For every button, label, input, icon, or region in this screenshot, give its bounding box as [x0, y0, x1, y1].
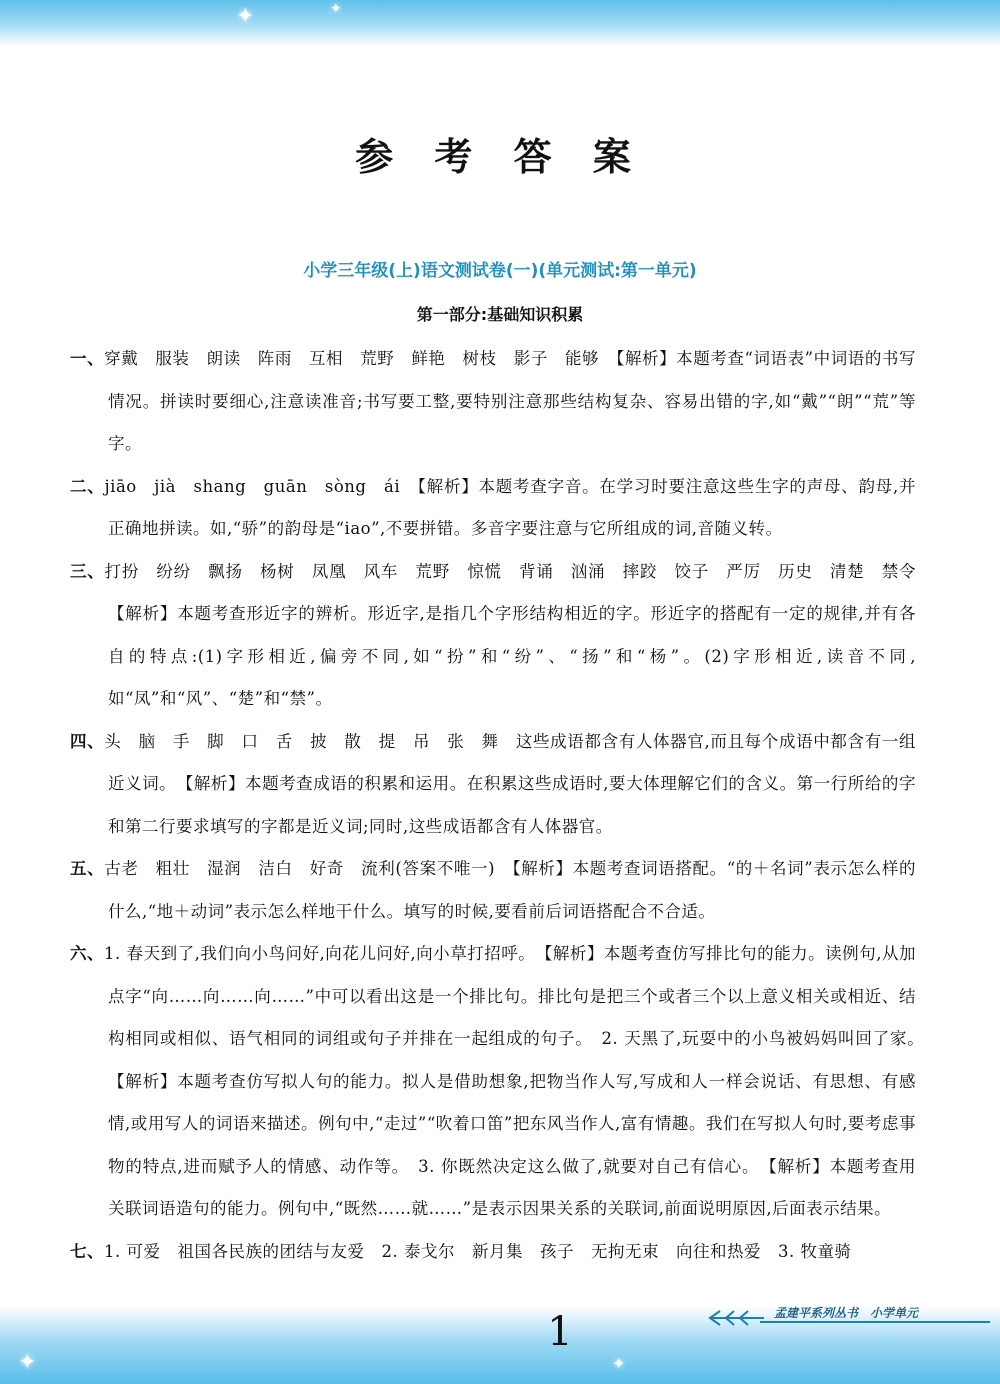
- footer-rule: [760, 1321, 990, 1323]
- item-label: 五、: [70, 859, 105, 878]
- item-text: 1. 春天到了,我们向小鸟问好,向花儿问好,向小草打招呼。 【解析】本题考查仿写排比句的能力。读例句,从加点字“向……向……向……”中可以看出这是一个排比句。排比句是把三个或者三个以上意义相关或相近、结构相同或相似、语气相同的词组或句子并排在一起组成的句子。 2. 天黑了,玩耍中的小鸟被妈妈叫回了家。 【解析】本题考查仿写拟人句的能力。拟人是借助想象,把物当作人写,写成和人一样会说话、有思想、有感情,或用写人的词语来描述。例句中,“走过”“吹着口笛”把东风当作人,富有情趣。我们在写拟人句时,要考虑事物的特点,进而赋予人的情感、动作等。 3. 你既然决定这么做了,就要对自己有信心。 【解析】本题考查用关联词语造句的能力。例句中,“既然……就……”是表示因果关系的关联词,前面说明原因,后面表示结果。: [104, 944, 933, 1218]
- item-text: 穿戴 服装 朗读 阵雨 互相 荒野 鲜艳 树枝 影子 能够 【解析】本题考查“词语表”中词语的书写情况。拼读时要细心,注意读准音;书写要工整,要特别注意那些结构复杂、容易出错的字,如“戴”“朗”“荒”等字。: [104, 349, 917, 453]
- answer-item-1: [70, 338, 917, 466]
- item-text: 打扮 纷纷 飘扬 杨树 凤凰 风车 荒野 惊慌 背诵 汹涌 摔跤 饺子 严厉 历史 清楚 禁令 【解析】本题考查形近字的辨析。形近字,是指几个字形结构相近的字。形近字的搭配有一定的规律,并有各自的特点:(1)字形相近,偏旁不同,如“扮”和“纷”、“扬”和“杨”。(2)字形相近,读音不同,如“凤”和“风”、“楚”和“禁”。: [104, 561, 934, 708]
- series-name: 孟建平系列丛书 小学单元: [774, 1306, 919, 1320]
- answer-item-3: [70, 551, 934, 721]
- answer-content: [70, 338, 934, 1273]
- sparkle-icon: ✦: [236, 4, 255, 29]
- item-text: jiāo jià shang guān sòng ái 【解析】本题考查字音。在学习时要注意这些生字的声母、韵母,并正确地拼读。如,“骄”的韵母是“iao”,不要拼错。多音字要注意与它所组成的词,音随义转。: [104, 476, 916, 538]
- answer-item-5: [70, 848, 917, 933]
- sparkle-icon: ✦: [18, 1350, 37, 1375]
- sparkle-icon: ✦: [330, 1, 342, 17]
- test-subtitle: 小学三年级(上)语文测试卷(一)(单元测试:第一单元): [303, 261, 697, 281]
- item-text: 1. 可爱 祖国各民族的团结与友爱 2. 泰戈尔 新月集 孩子 无拘无束 向往和热爱 3. 牧童骑: [104, 1241, 852, 1261]
- item-text: 古老 粗壮 湿润 洁白 好奇 流利(答案不唯一) 【解析】本题考查词语搭配。“的＋名词”表示怎么样的什么,“地＋动词”表示怎么样地干什么。填写的时候,要看前后词语搭配合不合适。: [104, 859, 917, 921]
- arrow-icon: [706, 1308, 766, 1328]
- top-decorative-band: [0, 0, 1000, 46]
- part-heading: 第一部分:基础知识积累: [416, 305, 584, 324]
- item-label: 六、: [70, 944, 105, 963]
- answer-item-2: [70, 466, 916, 551]
- page-number: 1: [547, 1309, 573, 1355]
- page-title: 参 考 答 案: [355, 134, 645, 179]
- item-label: 四、: [70, 731, 105, 751]
- sparkle-icon: ✦: [612, 1354, 626, 1373]
- item-label: 一、: [70, 349, 105, 368]
- answer-item-7: [70, 1231, 916, 1274]
- item-label: 七、: [70, 1241, 104, 1261]
- answer-item-6: [70, 933, 933, 1231]
- item-label: 三、: [70, 561, 105, 581]
- item-text: 头 脑 手 脚 口 舌 披 散 提 吊 张 舞 这些成语都含有人体器官,而且每个成语中都含有一组近义词。 【解析】本题考查成语的积累和运用。在积累这些成语时,要大体理解它们的含义。第一行所给的字和第二行要求填写的字都是近义词;同时,这些成语都含有人体器官。: [104, 731, 916, 836]
- item-label: 二、: [70, 476, 105, 496]
- answer-item-4: [70, 721, 916, 849]
